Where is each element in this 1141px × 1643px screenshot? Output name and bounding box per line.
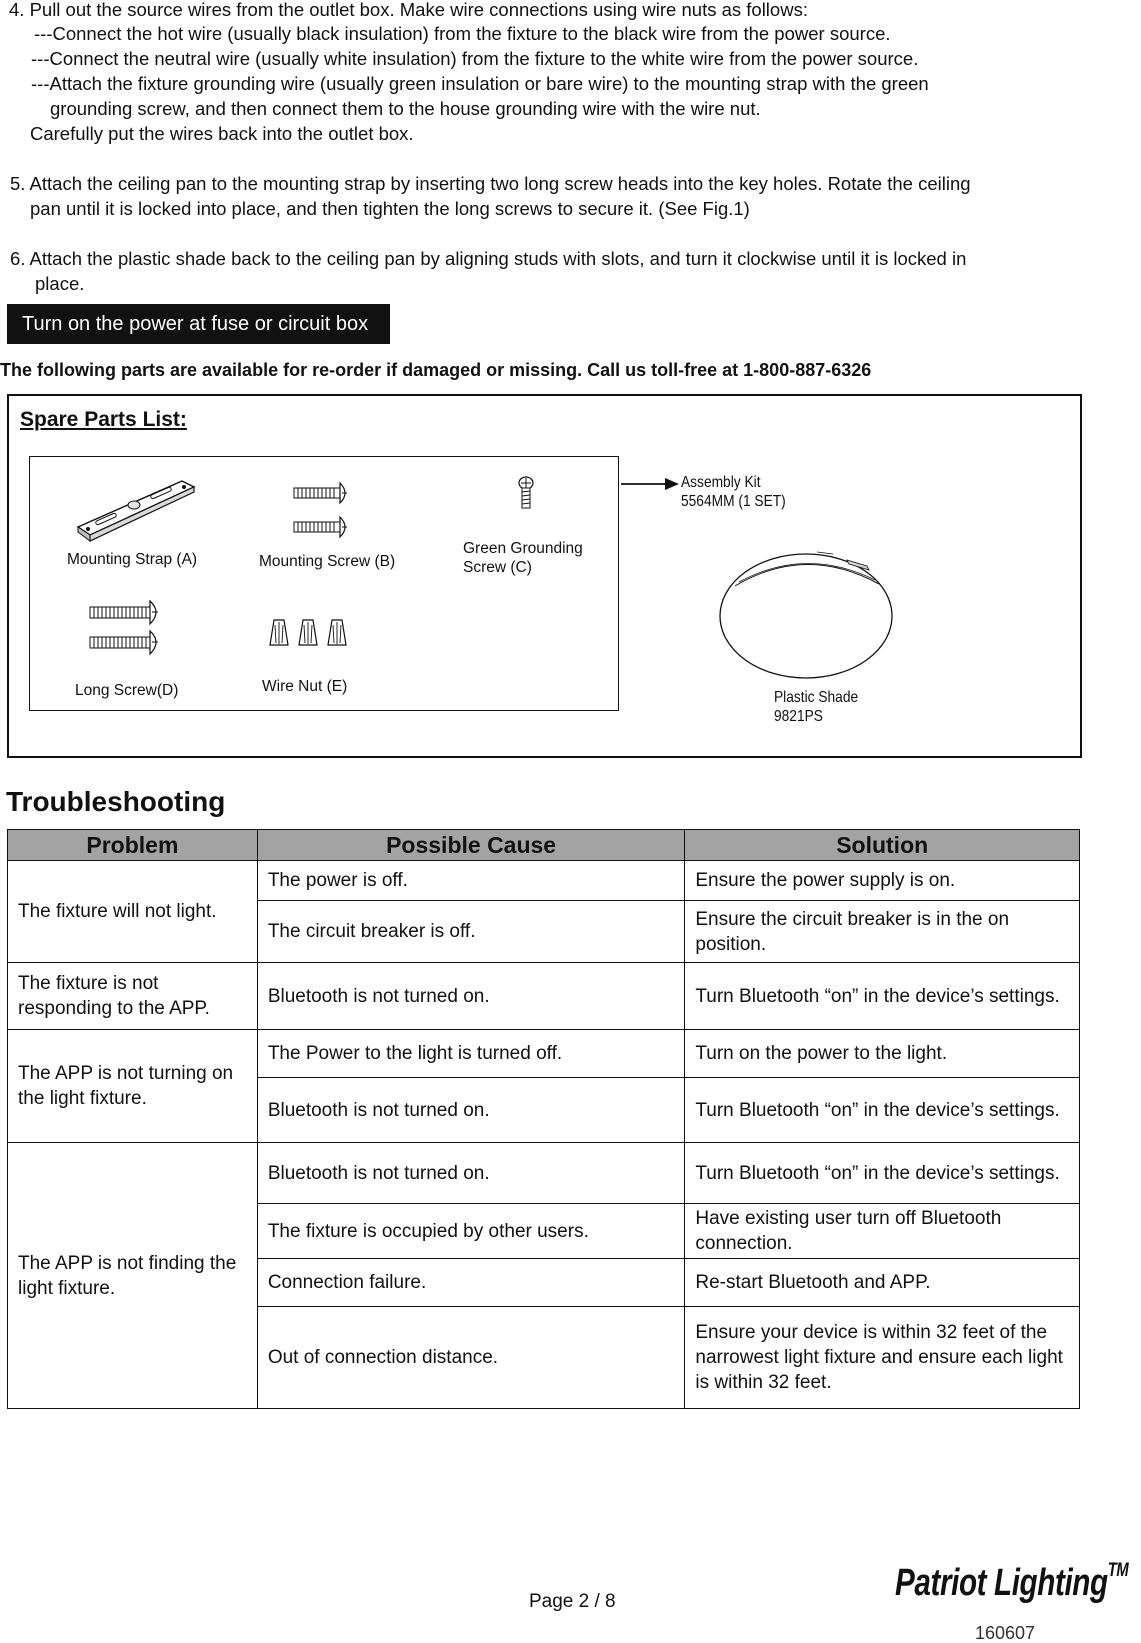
wire-nut-label: Wire Nut (E) xyxy=(262,678,348,695)
cause-cell: The fixture is occupied by other users. xyxy=(257,1204,685,1259)
solution-cell: Turn Bluetooth “on” in the device’s settings. xyxy=(685,963,1080,1030)
problem-cell: The fixture is not responding to the APP. xyxy=(8,963,258,1030)
step-4-line-1: 4. Pull out the source wires from the outlet box. Make wire connections using wire nuts as follows: xyxy=(9,0,808,20)
cause-cell: Bluetooth is not turned on. xyxy=(257,963,685,1030)
brand-logo xyxy=(895,1562,1128,1605)
cause-cell: The circuit breaker is off. xyxy=(257,901,685,963)
mounting-strap-label: Mounting Strap (A) xyxy=(67,551,198,568)
trademark-mark: TM xyxy=(1107,1560,1129,1581)
plastic-shade-code: 9821PS xyxy=(774,708,823,725)
solution-cell: Re-start Bluetooth and APP. xyxy=(685,1259,1080,1307)
step-6-line-2: place. xyxy=(35,273,85,294)
brand-name: Patriot Lighting xyxy=(895,1562,1108,1604)
step-4-ground-wire-1: ---Attach the fixture grounding wire (usually green insulation or bare wire) to the mounting strap with the green xyxy=(31,73,929,94)
grounding-screw-label-2: Screw (C) xyxy=(463,559,532,576)
troubleshooting-title: Troubleshooting xyxy=(6,786,226,817)
solution-cell: Have existing user turn off Bluetooth connection. xyxy=(685,1204,1080,1259)
step-5-line-2: pan until it is locked into place, and then tighten the long screws to secure it. (See Fig.1) xyxy=(30,198,750,219)
step-6-line-1: 6. Attach the plastic shade back to the ceiling pan by aligning studs with slots, and turn it clockwise until it is locked in xyxy=(10,248,967,269)
document-number: 160607 xyxy=(975,1623,1036,1643)
plastic-shade-image xyxy=(717,544,897,682)
spare-parts-title: Spare Parts List: xyxy=(20,408,187,431)
header-solution: Solution xyxy=(685,830,1080,861)
table-row xyxy=(8,1143,1080,1204)
cause-cell: Out of connection distance. xyxy=(257,1307,685,1409)
problem-cell: The fixture will not light. xyxy=(8,861,258,963)
problem-cell: The APP is not turning on the light fixture. xyxy=(8,1030,258,1143)
solution-cell: Ensure the circuit breaker is in the on position. xyxy=(685,901,1080,963)
table-row xyxy=(8,861,1080,901)
cause-cell: The power is off. xyxy=(257,861,685,901)
solution-cell: Turn Bluetooth “on” in the device’s settings. xyxy=(685,1143,1080,1204)
problem-cell: The APP is not finding the light fixture. xyxy=(8,1143,258,1409)
troubleshooting-table xyxy=(7,829,1080,1409)
step-5-line-1: 5. Attach the ceiling pan to the mounting strap by inserting two long screw heads into the key holes. Rotate the ceiling xyxy=(10,173,971,194)
step-4-hot-wire: ---Connect the hot wire (usually black insulation) from the fixture to the black wire from the power source. xyxy=(34,23,891,44)
assembly-kit-arrow xyxy=(621,476,681,492)
assembly-kit-box xyxy=(29,456,619,711)
header-cause: Possible Cause xyxy=(257,830,685,861)
assembly-kit-code: 5564MM (1 SET) xyxy=(681,493,786,510)
grounding-screw-image xyxy=(514,474,538,512)
mounting-strap-image xyxy=(70,475,200,545)
wire-nut-image xyxy=(266,617,350,649)
solution-cell: Turn Bluetooth “on” in the device’s settings. xyxy=(685,1078,1080,1143)
spare-parts-panel xyxy=(7,394,1082,758)
table-header-row xyxy=(8,830,1080,861)
long-screw-label: Long Screw(D) xyxy=(75,682,179,699)
reorder-note: The following parts are available for re-order if damaged or missing. Call us toll-free at 1-800-887-6326 xyxy=(0,360,872,380)
power-on-banner: Turn on the power at fuse or circuit box xyxy=(7,304,390,344)
cause-cell: Bluetooth is not turned on. xyxy=(257,1078,685,1143)
assembly-kit-label: Assembly Kit xyxy=(681,474,761,491)
mounting-screw-image xyxy=(292,479,354,543)
cause-cell: Connection failure. xyxy=(257,1259,685,1307)
solution-cell: Ensure the power supply is on. xyxy=(685,861,1080,901)
plastic-shade-label: Plastic Shade xyxy=(774,689,859,706)
step-4-neutral-wire: ---Connect the neutral wire (usually white insulation) from the fixture to the white wire from the power source. xyxy=(31,48,919,69)
page-number: Page 2 / 8 xyxy=(529,1591,616,1612)
table-row xyxy=(8,963,1080,1030)
solution-cell: Ensure your device is within 32 feet of the narrowest light fixture and ensure each light is within 32 feet. xyxy=(685,1307,1080,1409)
mounting-screw-label: Mounting Screw (B) xyxy=(259,553,396,570)
step-4-wires-back: Carefully put the wires back into the outlet box. xyxy=(30,123,414,144)
header-problem: Problem xyxy=(8,830,258,861)
grounding-screw-label-1: Green Grounding xyxy=(463,540,583,557)
cause-cell: Bluetooth is not turned on. xyxy=(257,1143,685,1204)
step-4-ground-wire-2: grounding screw, and then connect them to the house grounding wire with the wire nut. xyxy=(50,98,761,119)
solution-cell: Turn on the power to the light. xyxy=(685,1030,1080,1078)
table-row xyxy=(8,1030,1080,1078)
cause-cell: The Power to the light is turned off. xyxy=(257,1030,685,1078)
long-screw-image xyxy=(88,599,164,659)
